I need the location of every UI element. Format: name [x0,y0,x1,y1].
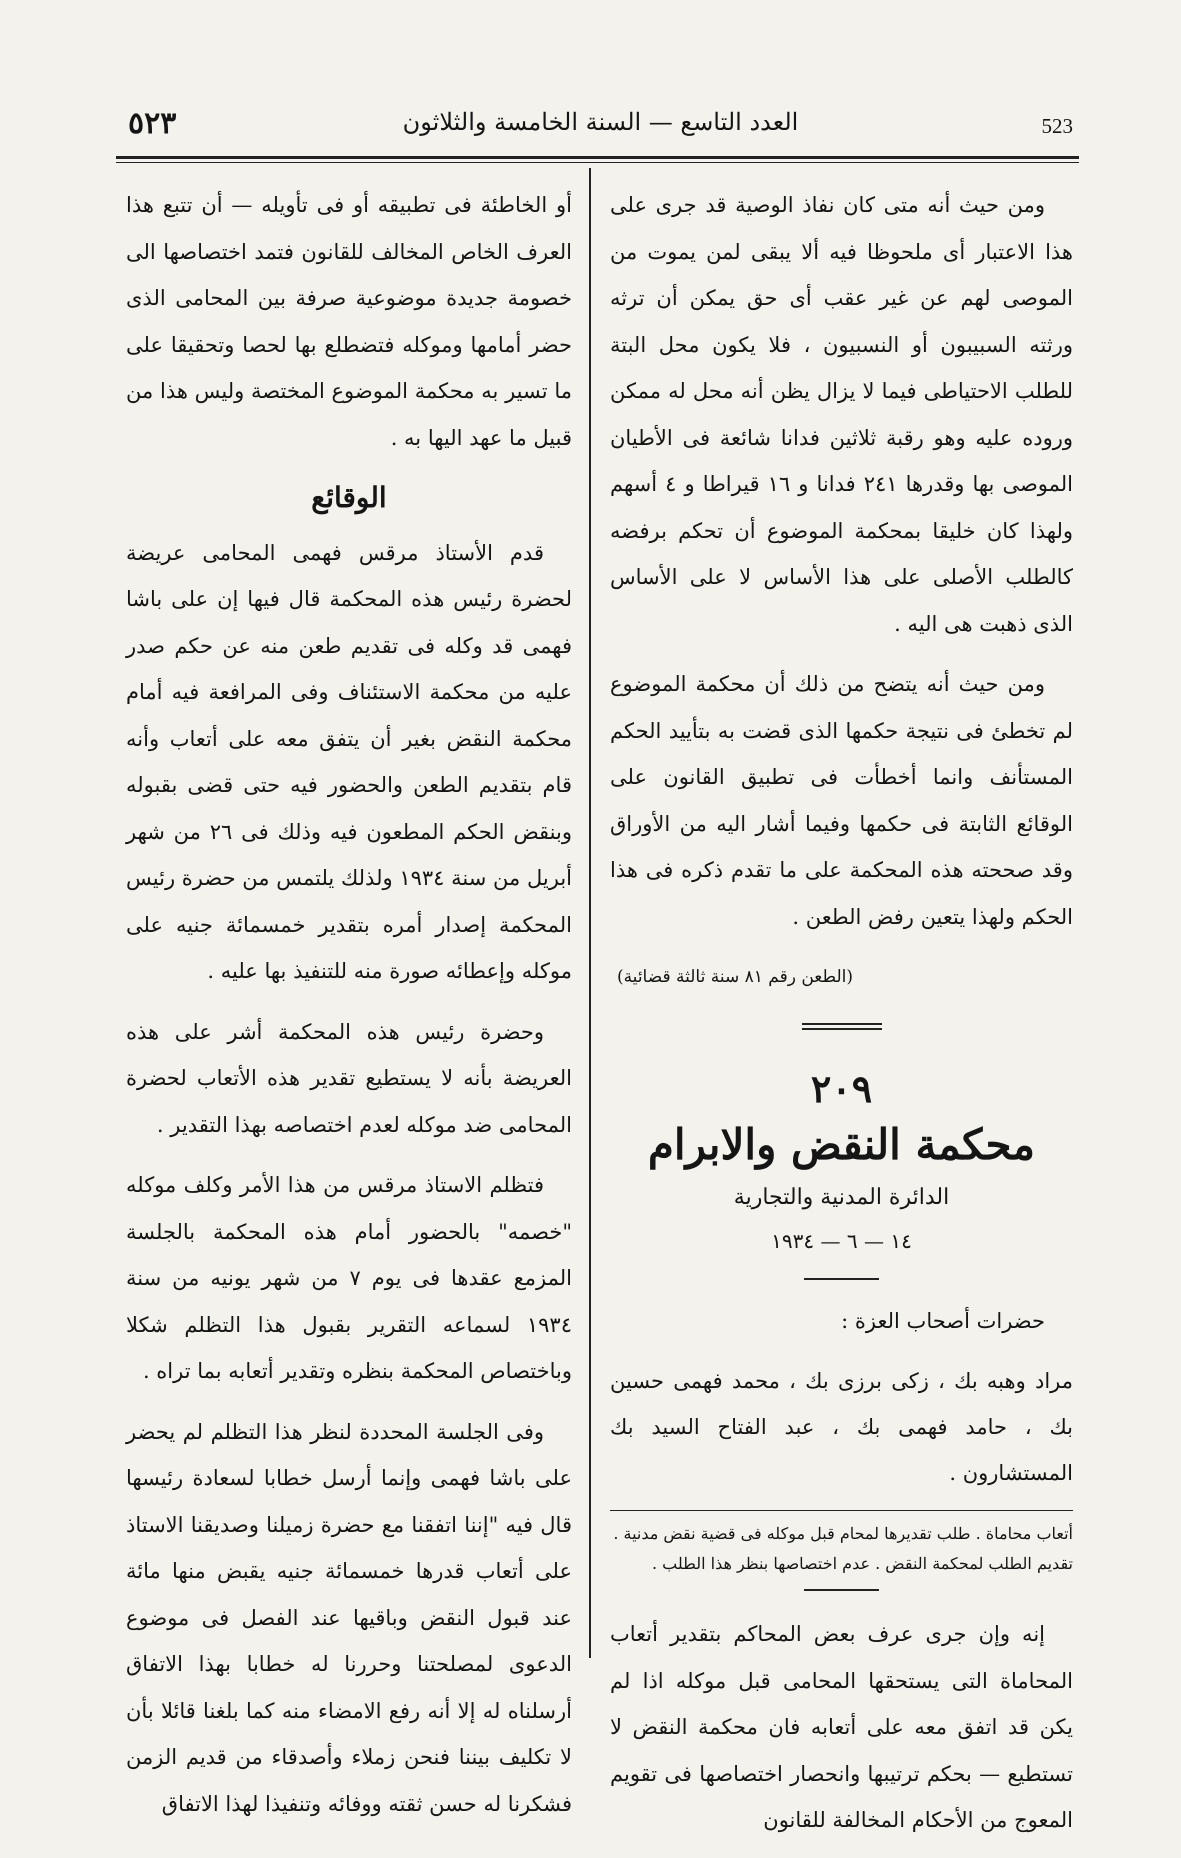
page-number-latin: 523 [1041,114,1073,138]
header-rule [116,156,1079,163]
page-number-arabic: ٥٢٣ [128,106,177,141]
case-summary: تقديم الطلب لمحكمة النقض . عدم اختصاصها بنظر هذا الطلب . [651,1554,1073,1573]
summary-rule [610,1510,1073,1511]
column-divider [589,168,591,1658]
page-header [128,106,1073,154]
divider [804,1589,879,1591]
case-date: ١٤ — ٦ — ١٩٣٤ [771,1228,912,1253]
paragraph: أو الخاطئة فى تطبيقه أو فى تأويله — أن تتبع هذا العرف الخاص المخالف للقانون فتمد اختصاصها الى خصومة جديدة موضوعية صرفة بين المحامى الذى حضر أمامها وموكله فتضطلع بها لحصا وتحقيقا على ما تسير به محكمة الموضوع المختصة وليس هذا من قبيل ما عهد اليها به . [126,193,572,450]
ruling-reference: (الطعن رقم ٨١ سنة ثالثة قضائية) [616,967,853,987]
paragraph: فتظلم الاستاذ مرقس من هذا الأمر وكلف موكله "خصمه" بالحضور أمام هذه المحكمة بالجلسة المزمع عقدها فى يوم ٧ من شهر يونيه من سنة ١٩٣٤ لسماعه التقرير بقبول هذا التظلم شكلا وباختصاص المحكمة بنظره وتقدير أتعابه بما تراه . [126,1173,572,1383]
judges-label: حضرات أصحاب العزة : [841,1308,1045,1333]
divider [804,1278,879,1280]
court-circuit: الدائرة المدنية والتجارية [733,1184,950,1210]
section-heading: الوقائع [311,481,387,514]
section-divider [802,1023,882,1030]
running-title: العدد التاسع — السنة الخامسة والثلاثون [402,108,799,136]
paragraph: ومن حيث أنه متى كان نفاذ الوصية قد جرى على هذا الاعتبار أى ملحوظا فيه ألا يبقى لمن يموت من الموصى لهم عن غير عقب أى حق يمكن أن ترثه ورثته السبيبون أو النسبيون ، فلا يكون محل البتة للطلب الاحتياطى فيما لا يزال يظن أنه محل له ممكن وروده عليه وهو رقبة ثلاثين فدانا شائعة فى الأطيان الموصى بها وقدرها ٢٤١ فدانا و ١٦ قيراطا و ٤ أسهم ولهذا كان خليقا بمحكمة الموضوع أن تحكم برفضه كالطلب الأصلى على هذا الأساس لا على الأساس الذى ذهبت هى اليه . [610,193,1074,636]
left-column [126,182,572,1841]
right-column [610,182,1073,1858]
paragraph: قدم الأستاذ مرقس فهمى المحامى عريضة لحضرة رئيس هذه المحكمة قال فيها إن على باشا فهمى قد وكله فى تقديم طعن منه عن حكم صدر عليه من محكمة الاستئناف وفى المرافعة فيه أمام محكمة النقض بغير أن يتفق معه على أتعاب وأنه قام بتقديم الطعن والحضور فيه حتى قضى بقبوله وبنقض الحكم المطعون فيه وذلك فى ٢٦ من شهر أبريل من سنة ١٩٣٤ ولذلك يلتمس من حضرة رئيس المحكمة إصدار أمره بتقدير خمسمائة جنيه على موكله وإعطائه صورة منه للتنفيذ بها عليه . [126,540,572,983]
case-number: ٢٠٩ [810,1065,873,1111]
case-summary: أتعاب محاماة . طلب تقديرها لمحام قبل موكله فى قضية نقض مدنية . [613,1524,1073,1543]
court-name: محكمة النقض والابرام [647,1119,1036,1169]
paragraph: وفى الجلسة المحددة لنظر هذا التظلم لم يحضر على باشا فهمى وإنما أرسل خطابا لسعادة رئيسها قال فيه "إننا اتفقنا مع حضرة زميلنا وصديقنا الاستاذ على أتعاب قدرها خمسمائة جنيه يقبض منها مائة عند قبول النقض وباقيها عند الفصل فى موضوع الدعوى لمصلحتنا وحررنا له خطابا بهذا الاتفاق أرسلناه له إلا أنه رفع الامضاء منه كما بلغنا قائلا بأن لا تكليف بيننا فنحن زملاء وأصدقاء من قديم الزمن فشكرنا له حسن ثقته ووفائه وتنفيذا لهذا الاتفاق [126,1419,572,1816]
judges-list: مراد وهبه بك ، زكى برزى بك ، محمد فهمى حسين بك ، حامد فهمى بك ، عبد الفتاح السيد بك المستشارون . [610,1369,1073,1485]
paragraph: ومن حيث أنه يتضح من ذلك أن محكمة الموضوع لم تخطئ فى نتيجة حكمها الذى قضت به بتأييد الحكم المستأنف وانما أخطأت فى تطبيق القانون على الوقائع الثابتة فى حكمها وفيما أشار اليه من الأوراق وقد صححته هذه المحكمة على ما تقدم ذكره فى هذا الحكم ولهذا يتعين رفض الطعن . [610,672,1073,929]
paragraph: وحضرة رئيس هذه المحكمة أشر على هذه العريضة بأنه لا يستطيع تقدير هذه الأتعاب لحضرة المحامى ضد موكله لعدم اختصاصه بهذا التقدير . [126,1019,572,1137]
paragraph: إنه وإن جرى عرف بعض المحاكم بتقدير أتعاب المحاماة التى يستحقها المحامى قبل موكله اذا لم يكن قد اتفق معه على أتعابه فان محكمة النقض لا تستطيع — بحكم ترتيبها وانحصار اختصاصها فى تقويم المعوج من الأحكام المخالفة للقانون [610,1622,1073,1832]
